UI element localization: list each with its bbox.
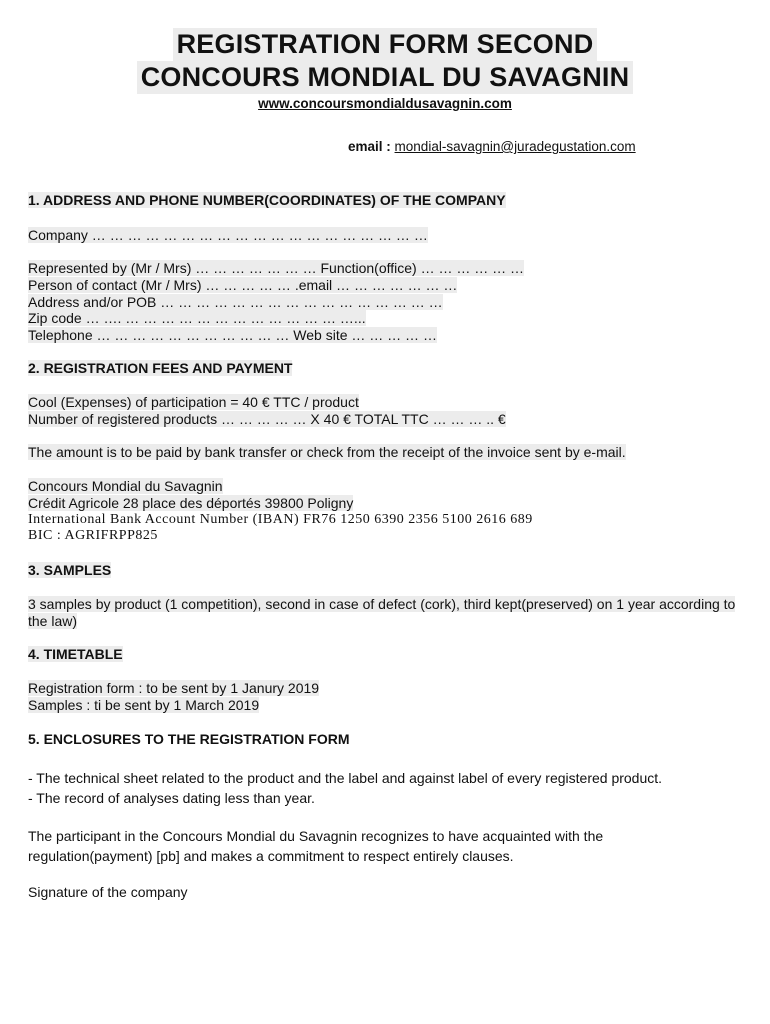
enclosures-list: [28, 768, 662, 808]
participation-cost: Cool (Expenses) of participation = 40 € TTC / product: [28, 394, 359, 410]
email-line: [348, 138, 636, 156]
samples-deadline: Samples : ti be sent by 1 March 2019: [28, 696, 260, 713]
bank-address: Crédit Agricole 28 place des déportés 39800 Poligny: [28, 494, 354, 511]
title-line-2: CONCOURS MONDIAL DU SAVAGNIN: [137, 61, 634, 94]
timetable-block: [28, 680, 319, 714]
company-field: Company … … … … … … … … … … … … … … … … … … …: [28, 227, 428, 243]
samples-description: 3 samples by product (1 competition), second in case of defect (cork), third kept(preserved) on 1 year according to the law): [28, 596, 736, 629]
company-field-line: [28, 227, 428, 244]
section-5-heading-text: 5. ENCLOSURES TO THE REGISTRATION FORM: [28, 731, 350, 747]
document-header: [0, 28, 770, 113]
email-link[interactable]: mondial-savagnin@juradegustation.com: [394, 139, 636, 154]
bic-code: BIC : AGRIFRPP825: [28, 528, 158, 544]
represented-by-field: Represented by (Mr / Mrs) … … … … … … … Function(office) … … … … … …: [28, 260, 525, 276]
website-link[interactable]: www.concoursmondialdusavagnin.com: [258, 96, 512, 111]
enclosure-item-analyses-record: - The record of analyses dating less than year.: [28, 790, 315, 806]
bank-account-name: Concours Mondial du Savagnin: [28, 478, 223, 494]
telephone-field: Telephone … … … … … … … … … … … Web site … … … … …: [28, 327, 437, 344]
section-5-heading: [28, 730, 350, 748]
samples-text: [28, 596, 740, 630]
fees-block: [28, 394, 506, 428]
registered-products-field: Number of registered products … … … … … X 40 € TOTAL TTC … … … .. €: [28, 410, 506, 427]
payment-instructions: [28, 444, 626, 461]
section-1-heading: [28, 191, 506, 209]
commitment-text: The participant in the Concours Mondial du Savagnin recognizes to have acquainted with the regulation(payment) [pb] and makes a commitment to respect entirely clauses.: [28, 828, 604, 864]
section-2-heading-text: 2. REGISTRATION FEES AND PAYMENT: [28, 360, 293, 376]
enclosure-item-technical-sheet: - The technical sheet related to the product and the label and against label of every registered product.: [28, 770, 663, 786]
payment-amount-text: The amount is to be paid by bank transfer or check from the receipt of the invoice sent by e-mail.: [28, 444, 626, 460]
address-field: Address and/or POB … … … … … … … … … … … … … … … …: [28, 293, 443, 310]
section-1-heading-text: 1. ADDRESS AND PHONE NUMBER(COORDINATES) OF THE COMPANY: [28, 192, 506, 208]
iban-number: International Bank Account Number (IBAN) FR76 1250 6390 2356 5100 2616 689: [28, 511, 533, 527]
contact-details-block: [28, 260, 524, 344]
registration-deadline: Registration form : to be sent by 1 Janury 2019: [28, 680, 320, 696]
signature-label: Signature of the company: [28, 884, 188, 900]
bank-details-block: [28, 478, 533, 545]
section-4-heading: [28, 645, 123, 663]
section-2-heading: [28, 359, 292, 377]
email-label: email :: [348, 139, 391, 154]
title-line-1: REGISTRATION FORM SECOND: [173, 28, 598, 61]
section-4-heading-text: 4. TIMETABLE: [28, 646, 123, 662]
person-of-contact-field: Person of contact (Mr / Mrs) … … … … … .email … … … … … … …: [28, 276, 458, 293]
section-3-heading-text: 3. SAMPLES: [28, 562, 112, 578]
zip-code-field: Zip code … …. … … … … … … … … … … … … …...: [28, 310, 366, 327]
section-3-heading: [28, 561, 111, 579]
